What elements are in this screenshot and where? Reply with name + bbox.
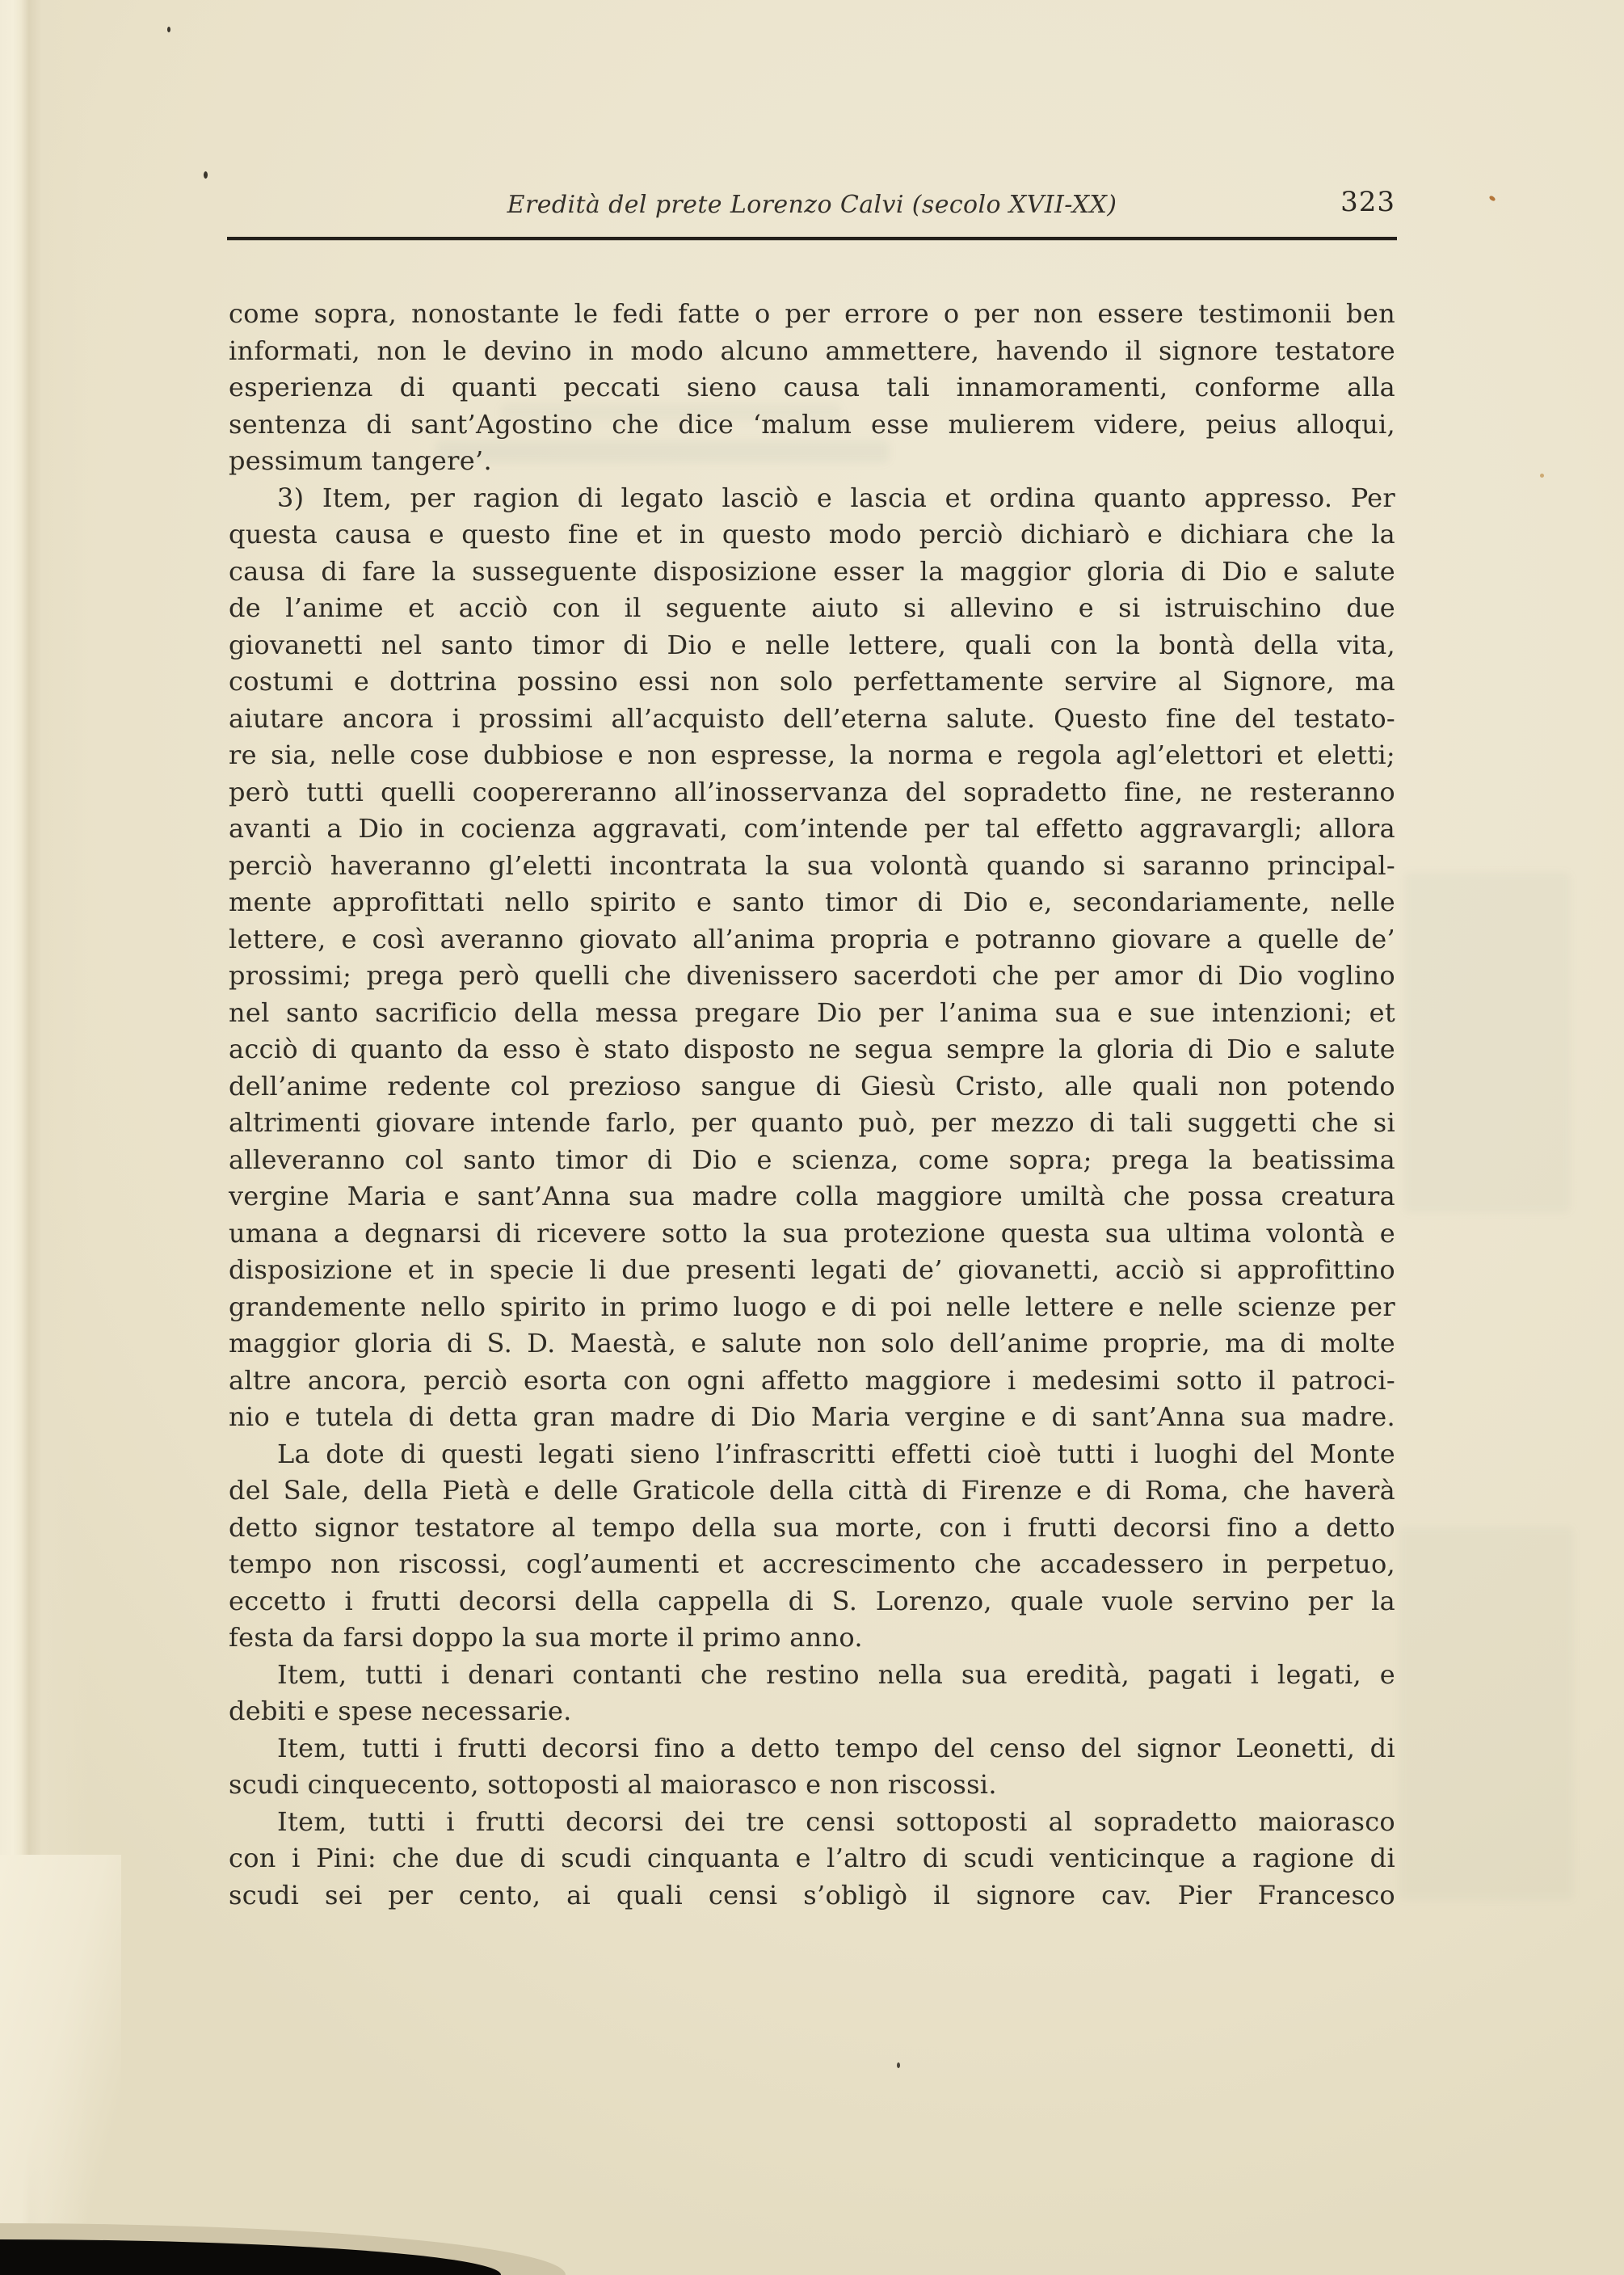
text-line: nel santo sacrificio della messa pregare Dio per l’anima sua e sue intenzioni; et (229, 996, 1395, 1028)
paragraph (229, 480, 1395, 1436)
paper-speck (1488, 195, 1496, 202)
text-line: nio e tutela di detta gran madre di Dio Maria vergine e di sant’Anna sua madre. (229, 1401, 1395, 1432)
text-line: prossimi; prega però quelli che divenissero sacerdoti che per amor di Dio voglino (229, 960, 1395, 991)
text-line: però tutti quelli coopereranno all’inosservanza del sopradetto fine, ne resteranno (229, 776, 1395, 807)
text-line: avanti a Dio in cocienza aggravati, com’intende per tal effetto aggravargli; allora (229, 813, 1395, 844)
text-line: con i Pini: che due di scudi cinquanta e l’altro di scudi venticinque a ragione di (229, 1843, 1395, 1873)
text-line: come sopra, nonostante le fedi fatte o per errore o per non essere testimonii ben (229, 298, 1395, 329)
paper-speck (1540, 474, 1544, 478)
paper-speck (204, 171, 208, 179)
text-line: lettere, e così averanno giovato all’anima propria e potranno giovare a quelle de’ (229, 923, 1395, 954)
text-line: vergine Maria e sant’Anna sua madre colla maggiore umiltà che possa creatura (229, 1181, 1395, 1211)
text-line: costumi e dottrina possino essi non solo perfettamente servire al Signore, ma (229, 666, 1395, 697)
text-line: maggior gloria di S. D. Maestà, e salute non solo dell’anime proprie, ma di molte (229, 1328, 1395, 1359)
text-line: causa di fare la susseguente disposizione esser la maggior gloria di Dio e salute (229, 555, 1395, 587)
page-curl-bottom-left (0, 1855, 121, 2275)
paragraph (229, 1657, 1395, 1730)
show-through-smudge (1399, 1527, 1573, 1899)
page-number: 323 (1340, 186, 1395, 218)
text-line: Item, tutti i denari contanti che restino nella sua eredità, pagati i legati, e (277, 1658, 1395, 1690)
paragraph (229, 1804, 1395, 1915)
text-line: tempo non riscossi, cogl’aumenti et accrescimento che accadessero in perpetuo, (229, 1548, 1395, 1579)
text-line: altrimenti giovare intende farlo, per quanto può, per mezzo di tali suggetti che si (229, 1107, 1395, 1138)
text-line: detto signor testatore al tempo della sua morte, con i frutti decorsi fino a detto (229, 1511, 1395, 1543)
text-line: scudi sei per cento, ai quali censi s’obligò il signore cav. Pier Francesco (229, 1879, 1395, 1911)
text-line: grandemente nello spirito in primo luogo e di poi nelle lettere e nelle scienze per (229, 1291, 1395, 1322)
text-line: informati, non le devino in modo alcuno ammettere, havendo il signore testatore (229, 335, 1395, 366)
text-line: re sia, nelle cose dubbiose e non espresse, la norma e regola agl’elettori et eletti; (229, 739, 1395, 770)
text-line: del Sale, della Pietà e delle Graticole della città di Firenze e di Roma, che haverà (229, 1475, 1395, 1506)
text-line: Item, tutti i frutti decorsi fino a detto tempo del censo del signor Leonetti, di (277, 1732, 1395, 1763)
text-line: perciò haveranno gl’eletti incontrata la sua volontà quando si saranno principal- (229, 849, 1395, 881)
text-line: altre ancora, perciò esorta con ogni affetto maggiore i medesimi sotto il patroci- (229, 1364, 1395, 1396)
text-line: acciò di quanto da esso è stato disposto ne segua sempre la gloria di Dio e salute (229, 1034, 1395, 1064)
header-rule (227, 237, 1397, 240)
paper-speck (167, 27, 170, 32)
text-line: de l’anime et acciò con il seguente aiuto si allevino e si istruischino due (229, 592, 1395, 623)
page-header (229, 186, 1395, 230)
text-line: aiutare ancora i prossimi all’acquisto dell’eterna salute. Questo fine del testato- (229, 702, 1395, 734)
text-line: giovanetti nel santo timor di Dio e nelle lettere, quali con la bontà della vita, (229, 629, 1395, 660)
text-line: esperienza di quanti peccati sieno causa tali innamoramenti, conforme alla (229, 372, 1395, 402)
paragraph (229, 296, 1395, 480)
body-text (229, 296, 1395, 1914)
text-line: Item, tutti i frutti decorsi dei tre censi sottoposti al sopradetto maiorasco (277, 1805, 1395, 1837)
text-line: dell’anime redente col prezioso sangue di Giesù Cristo, alle quali non potendo (229, 1070, 1395, 1102)
text-line: 3) Item, per ragion di legato lasciò e lascia et ordina quanto appresso. Per (277, 482, 1395, 513)
text-line: disposizione et in specie li due presenti legati de’ giovanetti, acciò si approfittino (229, 1254, 1395, 1285)
text-line: pessimum tangere’. (229, 445, 492, 476)
paper-speck (897, 2062, 900, 2068)
text-line: debiti e spese necessarie. (229, 1696, 572, 1726)
show-through-smudge (1404, 873, 1570, 1212)
paragraph (229, 1436, 1395, 1657)
text-line: eccetto i frutti decorsi della cappella di S. Lorenzo, quale vuole servino per la (229, 1585, 1395, 1616)
text-line: umana a degnarsi di ricevere sotto la sua protezione questa sua ultima volontà e (229, 1217, 1395, 1249)
text-line: mente approfittati nello spirito e santo timor di Dio e, secondariamente, nelle (229, 887, 1395, 917)
paragraph (229, 1730, 1395, 1804)
text-line: sentenza di sant’Agostino che dice ‘malum esse mulierem videre, peius alloqui, (229, 408, 1395, 440)
text-line: La dote di questi legati sieno l’infrascritti effetti cioè tutti i luoghi del Monte (277, 1438, 1395, 1469)
text-line: scudi cinquecento, sottoposti al maiorasco e non riscossi. (229, 1769, 997, 1800)
text-line: alleveranno col santo timor di Dio e scienza, come sopra; prega la beatissima (229, 1144, 1395, 1175)
running-title: Eredità del prete Lorenzo Calvi (secolo XVII-XX) (507, 191, 1117, 219)
text-line: questa causa e questo fine et in questo modo perciò dichiarò e dichiara che la (229, 519, 1395, 550)
text-line: festa da farsi doppo la sua morte il primo anno. (229, 1622, 863, 1653)
